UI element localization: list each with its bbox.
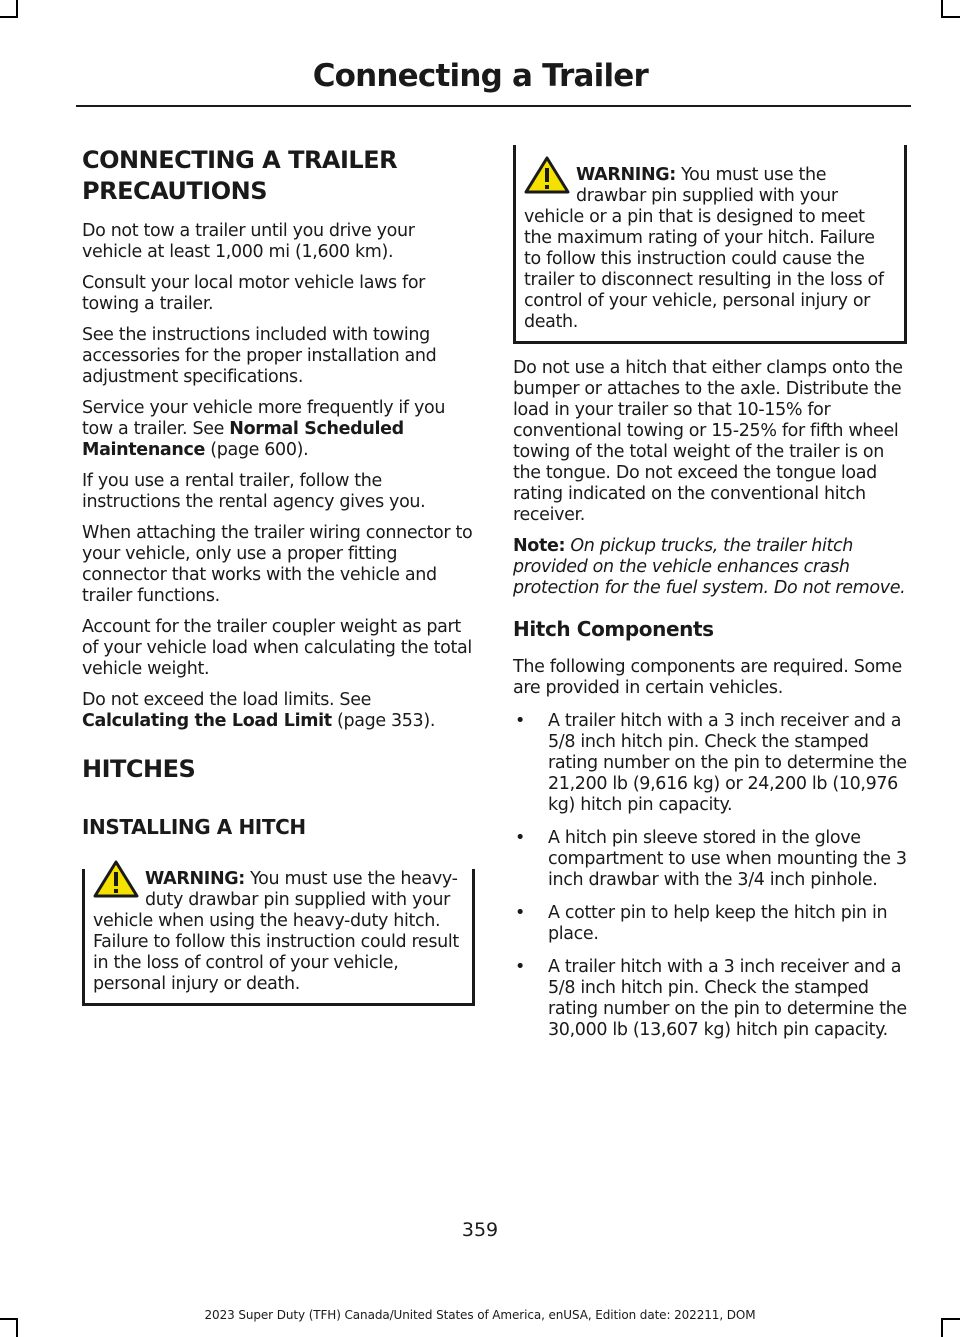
subheading-installing-hitch: INSTALLING A HITCH bbox=[82, 815, 306, 839]
heading-line: CONNECTING A TRAILER bbox=[82, 146, 398, 174]
page-ref: (page 600). bbox=[205, 440, 309, 460]
warning-label: WARNING: bbox=[576, 165, 676, 185]
warning-triangle-icon bbox=[524, 156, 570, 194]
paragraph bbox=[82, 398, 475, 461]
paragraph bbox=[82, 690, 475, 732]
list-item: • A trailer hitch with a 3 inch receiver and a 5/8 inch hitch pin. Check the stamped rating number on the pin to determine the 30,000 lb (13,607 kg) hitch pin capacity. bbox=[513, 957, 907, 1041]
paragraph: See the instructions included with towing accessories for the proper installation and adjustment specifications. bbox=[82, 325, 437, 387]
note-text: On pickup trucks, the trailer hitch provided on the vehicle enhances crash protection for the fuel system. Do not remove. bbox=[513, 536, 906, 598]
paragraph: When attaching the trailer wiring connector to your vehicle, only use a proper fitting connector that works with the vehicle and trailer functions. bbox=[82, 523, 473, 606]
footer-edition: 2023 Super Duty (TFH) Canada/United States of America, enUSA, Edition date: 202211, DOM bbox=[204, 1308, 756, 1322]
list-item: • A hitch pin sleeve stored in the glove compartment to use when mounting the 3 inch drawbar with the 3/4 inch pinhole. bbox=[513, 828, 907, 891]
left-column bbox=[82, 145, 475, 1006]
section-heading-precautions bbox=[82, 145, 475, 207]
page-title: Connecting a Trailer bbox=[312, 58, 648, 94]
list-item: • A cotter pin to help keep the hitch pin in place. bbox=[513, 903, 907, 945]
note-label: Note: bbox=[513, 536, 566, 556]
warning-text bbox=[93, 869, 464, 995]
warning-label: WARNING: bbox=[145, 869, 245, 889]
paragraph: The following components are required. Some are provided in certain vehicles. bbox=[513, 657, 902, 698]
warning-body: You must use the drawbar pin supplied with your vehicle or a pin that is designed to meet the maximum rating of your hitch. Failure to follow this instruction could cause the trailer to disconnect resulting in the loss of control of your vehicle, personal injury or death. bbox=[524, 165, 884, 332]
section-heading-hitches: HITCHES bbox=[82, 755, 196, 783]
paragraph: Do not tow a trailer until you drive your vehicle at least 1,000 mi (1,600 km). bbox=[82, 221, 415, 262]
warning-text bbox=[524, 165, 896, 333]
list-item: • A trailer hitch with a 3 inch receiver and a 5/8 inch hitch pin. Check the stamped rating number on the pin to determine the 21,200 lb (9,616 kg) or 24,200 lb (10,976 kg) hitch pin capacity. bbox=[513, 711, 907, 816]
paragraph: Do not use a hitch that either clamps onto the bumper or attaches to the axle. Distribute the load in your trailer so that 10-15% for conventional towing or 15-25% for fifth wheel towing of the total weight of the trailer is on the tongue. Do not exceed the tongue load rating indicated on the conventional hitch receiver. bbox=[513, 358, 903, 525]
subheading-hitch-components: Hitch Components bbox=[513, 617, 714, 641]
paragraph: Consult your local motor vehicle laws for towing a trailer. bbox=[82, 273, 426, 314]
header-rule bbox=[76, 105, 911, 107]
crop-mark bbox=[0, 16, 18, 18]
paragraph-text: Do not exceed the load limits. See bbox=[82, 690, 372, 710]
crop-mark bbox=[942, 16, 960, 18]
paragraph: If you use a rental trailer, follow the instructions the rental agency gives you. bbox=[82, 471, 426, 512]
paragraph-text: Service your vehicle more frequently if you tow a trailer. See bbox=[82, 398, 446, 439]
warning-triangle-icon bbox=[93, 860, 139, 898]
maintenance-link[interactable]: Normal Scheduled Maintenance bbox=[82, 419, 404, 460]
paragraph: Account for the trailer coupler weight as part of your vehicle load when calculating the total vehicle weight. bbox=[82, 617, 472, 679]
page-number: 359 bbox=[461, 1219, 499, 1241]
load-limit-link[interactable]: Calculating the Load Limit bbox=[82, 711, 332, 731]
right-column bbox=[513, 145, 907, 1053]
warning-body: You must use the heavy-duty drawbar pin supplied with your vehicle when using the heavy-duty hitch. Failure to follow this instruction could result in the loss of control of your vehicle, personal injury or death. bbox=[93, 869, 459, 994]
components-list bbox=[513, 711, 907, 1041]
note bbox=[513, 536, 907, 599]
page-ref: (page 353). bbox=[331, 711, 436, 731]
heading-line: PRECAUTIONS bbox=[82, 177, 267, 205]
warning-box bbox=[82, 869, 475, 1006]
warning-box bbox=[513, 145, 907, 344]
